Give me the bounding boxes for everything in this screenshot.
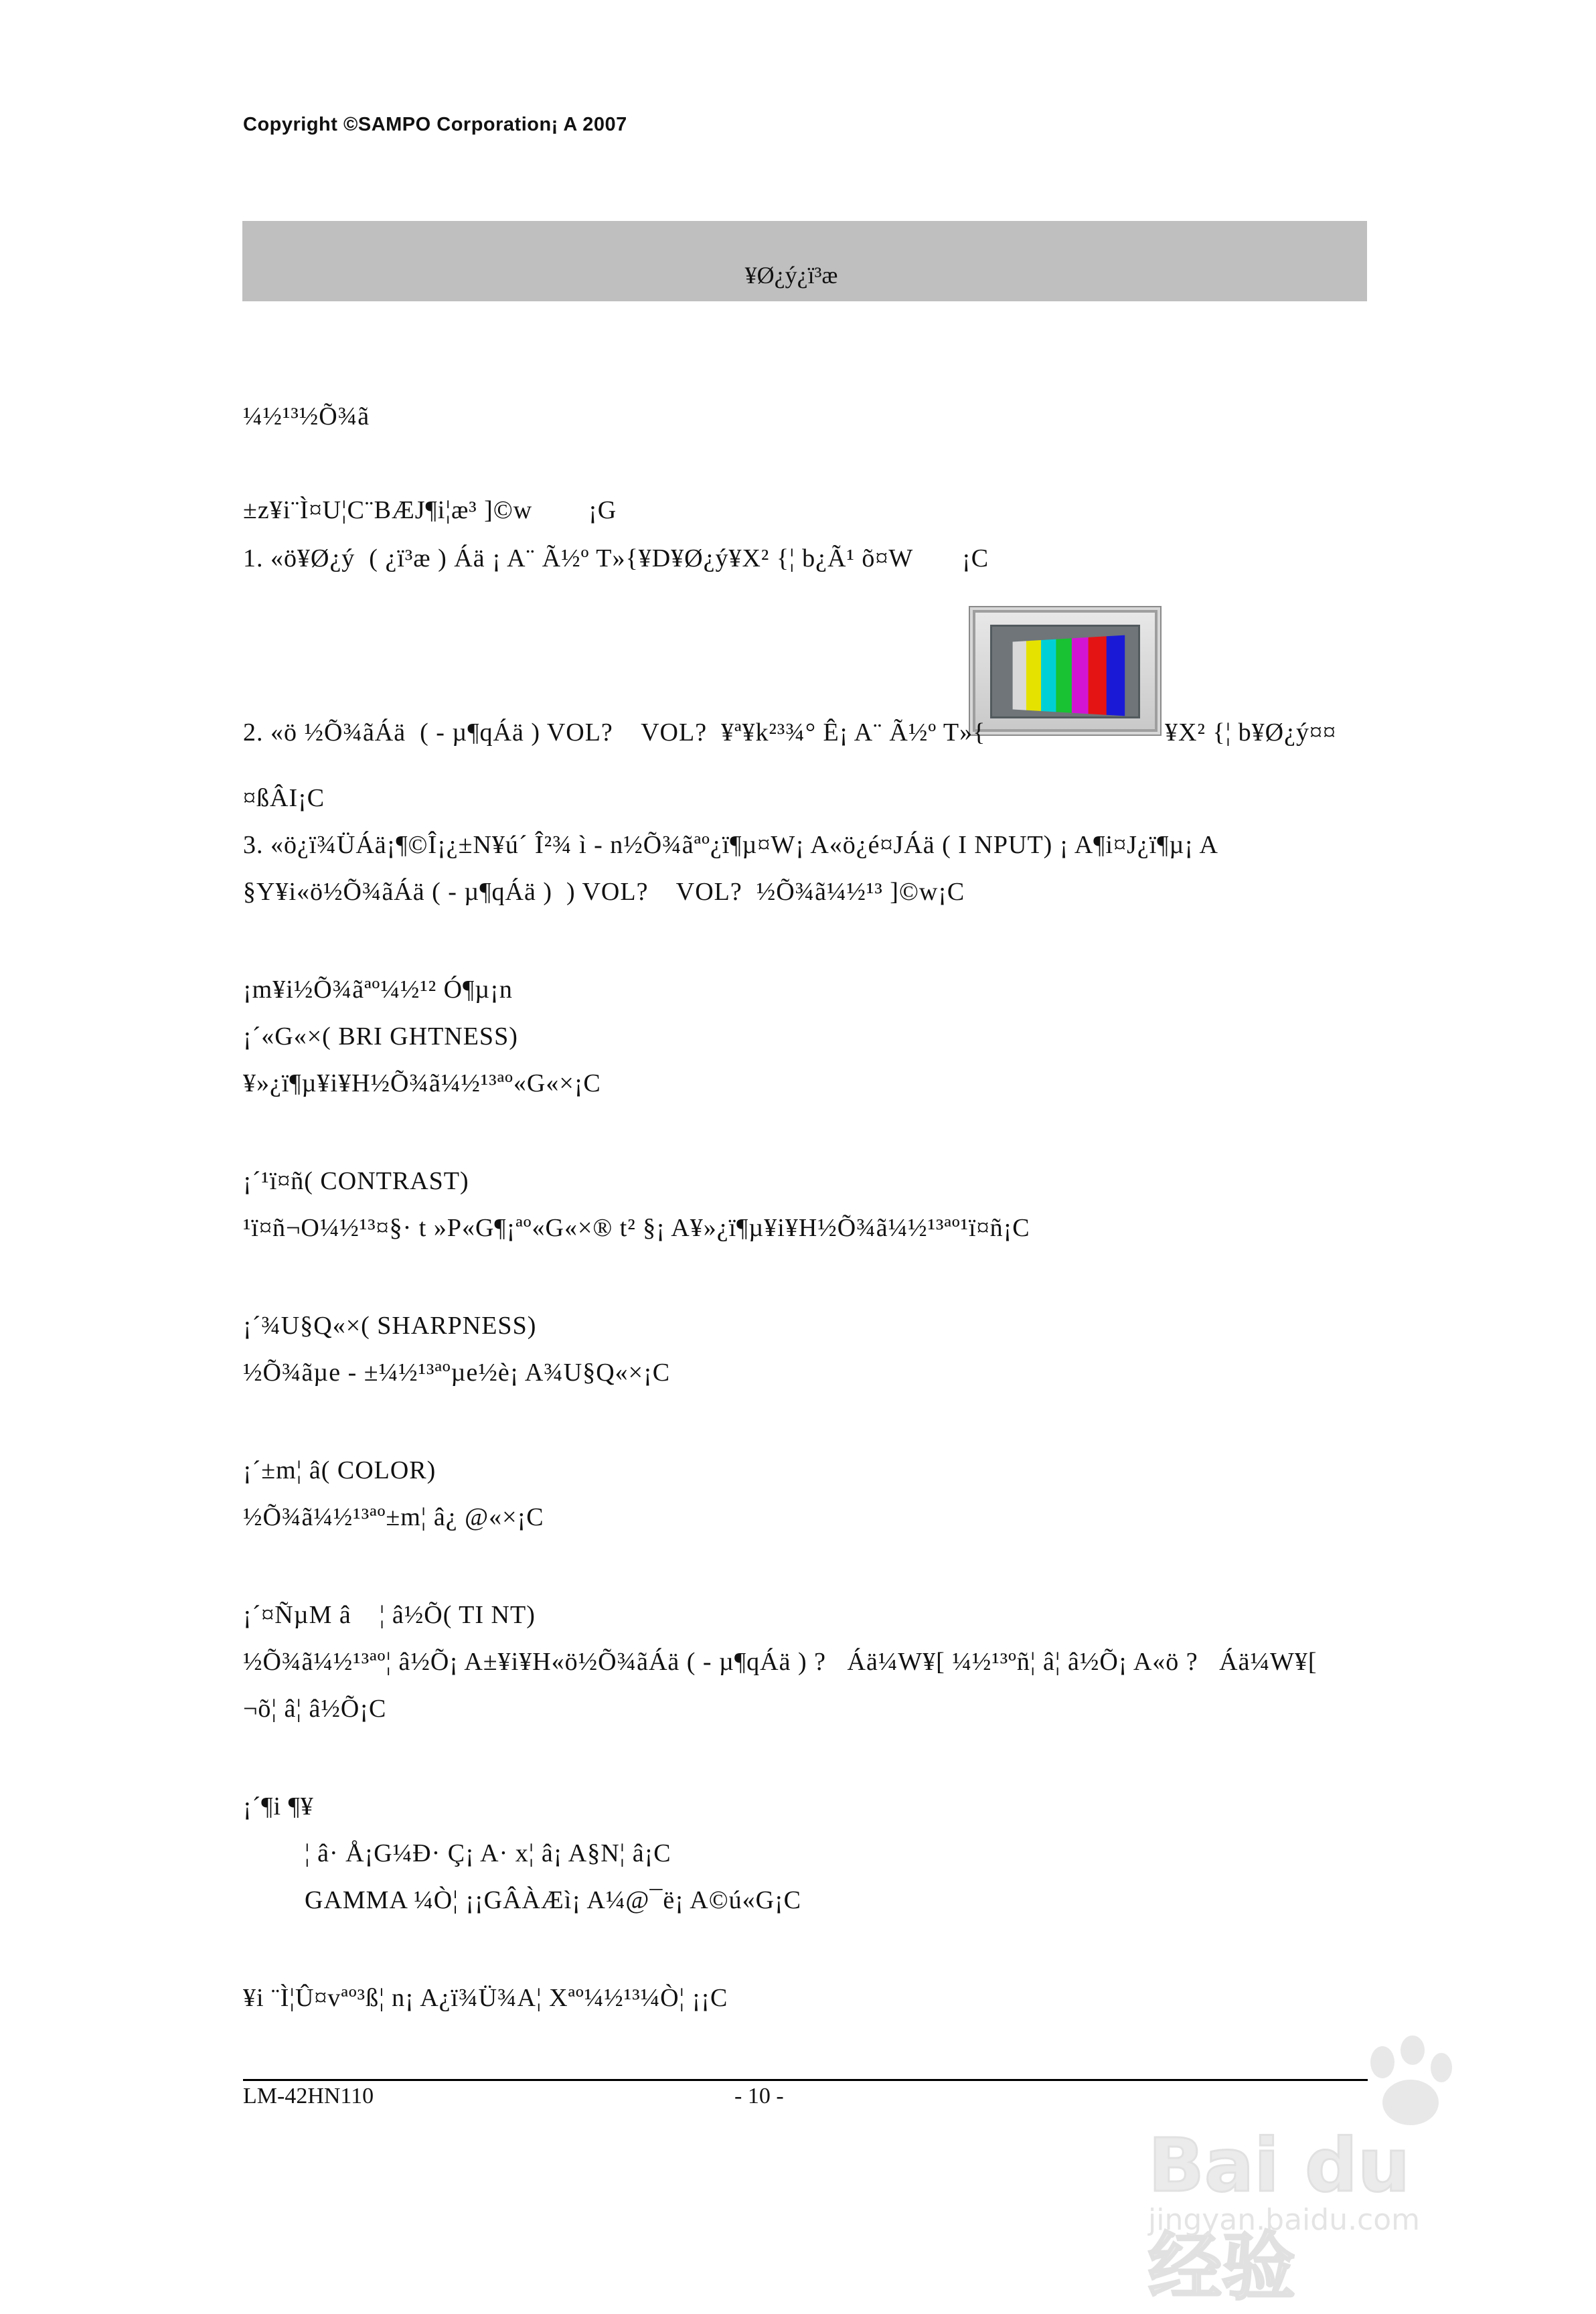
paw-icon: [1356, 2035, 1463, 2129]
footer-page-number: - 10 -: [734, 2084, 784, 2108]
baidu-watermark: [1135, 2035, 1483, 2310]
contrast-title: ¡´¹ï¤ñ( CONTRAST): [243, 1167, 469, 1195]
other-item-2: GAMMA ¼Ò¦ ¡¡GÂÀÆì¡ A¼@¯ë¡ A©ú«G¡C: [305, 1886, 802, 1914]
banner-title: ¥Ø¿ý¿ï³æ: [744, 262, 838, 289]
tint-title: ¡´¤ÑµM â ¦ â½Õ( TI NT): [243, 1601, 536, 1629]
footer-model: LM-42HN110: [243, 2084, 374, 2108]
tv-color-bars-icon: [969, 606, 1162, 736]
color-bars: [1013, 635, 1125, 716]
color-bar-3: [1041, 639, 1056, 712]
step-2-part-a: 2. «ö ½Õ¾ãÁä ( - µ¶qÁä ) VOL? VOL? ¥ª¥k²³¾° Ê¡ A¨ Ã½º T»{: [243, 718, 986, 747]
step-1: 1. «ö¥Ø¿ý ( ¿ï³æ ) Áä ¡ A¨ Ã½º T»{¥D¥Ø¿ý¥X² {¦ b¿Ã¹ õ¤W ¡C: [243, 544, 989, 572]
watermark-logo-text: Bai du 经验: [1148, 2123, 1411, 2310]
color-bar-5: [1072, 637, 1089, 714]
color-bar-4: [1056, 638, 1072, 712]
color-bar-6: [1089, 636, 1106, 714]
sharpness-title: ¡´¾U§Q«×( SHARPNESS): [243, 1312, 537, 1340]
brightness-desc: ¥»¿ï¶µ¥i¥H½Õ¾ã¼½¹³ªº«G«×¡C: [243, 1069, 601, 1097]
color-desc: ½Õ¾ã¼½¹³ªº±m¦ â¿ @«×¡C: [243, 1503, 544, 1531]
section-banner: [242, 221, 1367, 301]
watermark-url: jingyan.baidu.com: [1148, 2203, 1421, 2237]
brightness-title: ¡´«G«×( BRI GHTNESS): [243, 1022, 518, 1051]
color-bar-7: [1106, 635, 1125, 716]
other-title: ¡´¶i ¶¥: [243, 1792, 314, 1821]
section-heading: ¼½¹³½Õ¾ã: [243, 402, 370, 431]
step-2-part-c: ¤ßÂI¡C: [243, 784, 325, 812]
copyright-notice: Copyright ©SAMPO Corporation¡ A 2007: [243, 114, 627, 135]
color-title: ¡´±m¦ â( COLOR): [243, 1456, 436, 1484]
tv-screen: [990, 625, 1140, 718]
sharpness-desc: ½Õ¾ãµe - ±¼½¹³ªºµe½è¡ A¾U§Q«×¡C: [243, 1359, 671, 1387]
color-bar-1: [1013, 641, 1027, 710]
step-3-line-1: 3. «ö¿ï¾ÜÁä¡¶©Î¡¿±N¥ú´ Î²¾ ì - n½Õ¾ãªº¿ï¶µ¤W¡ A«ö¿é¤JÁä ( I NPUT) ¡ A¶i¤J¿ï¶µ¡ A: [243, 831, 1218, 859]
closing-text: ¥i ¨Ì¦Û¤vªº³ß¦ n¡ A¿ï¾Ü¾A¦ Xªº¼½¹³¼Ò¦ ¡¡C: [243, 1984, 728, 2012]
intro-text: ±z¥i¨Ì¤U¦C¨BÆJ¶i¦æ³ ]©w ¡G: [243, 496, 617, 524]
adjust-list-intro: ¡m¥i½Õ¾ãªº¼½¹² Ó¶µ¡n: [243, 976, 513, 1004]
step-2-part-b: ¥X² {¦ b¥Ø¿ý¤¤: [1165, 718, 1336, 747]
step-3-line-2: §Y¥i«ö½Õ¾ãÁä ( - µ¶qÁä ) ) VOL? VOL? ½Õ¾ã¼½¹³ ]©w¡C: [243, 878, 965, 906]
other-item-1: ¦ â· Å¡G¼Ð· Ç¡ A· x¦ â¡ A§N¦ â¡C: [305, 1839, 671, 1867]
tint-desc-line-1: ½Õ¾ã¼½¹³ªº¦ â½Õ¡ A±¥i¥H«ö½Õ¾ãÁä ( - µ¶qÁä ) ? Áä¼W¥[ ¼½¹³ºñ¦ â¦ â½Õ¡ A«ö ? Áä¼W¥[: [243, 1648, 1318, 1676]
tint-desc-line-2: ¬õ¦ â¦ â½Õ¡C: [243, 1695, 387, 1723]
color-bar-2: [1026, 640, 1041, 711]
contrast-desc: ¹ï¤ñ¬O¼½¹³¤§· t »P«G¶¡ªº«G«×® t² §¡ A¥»¿ï¶µ¥i¥H½Õ¾ã¼½¹³ªº¹ï¤ñ¡C: [243, 1214, 1030, 1242]
